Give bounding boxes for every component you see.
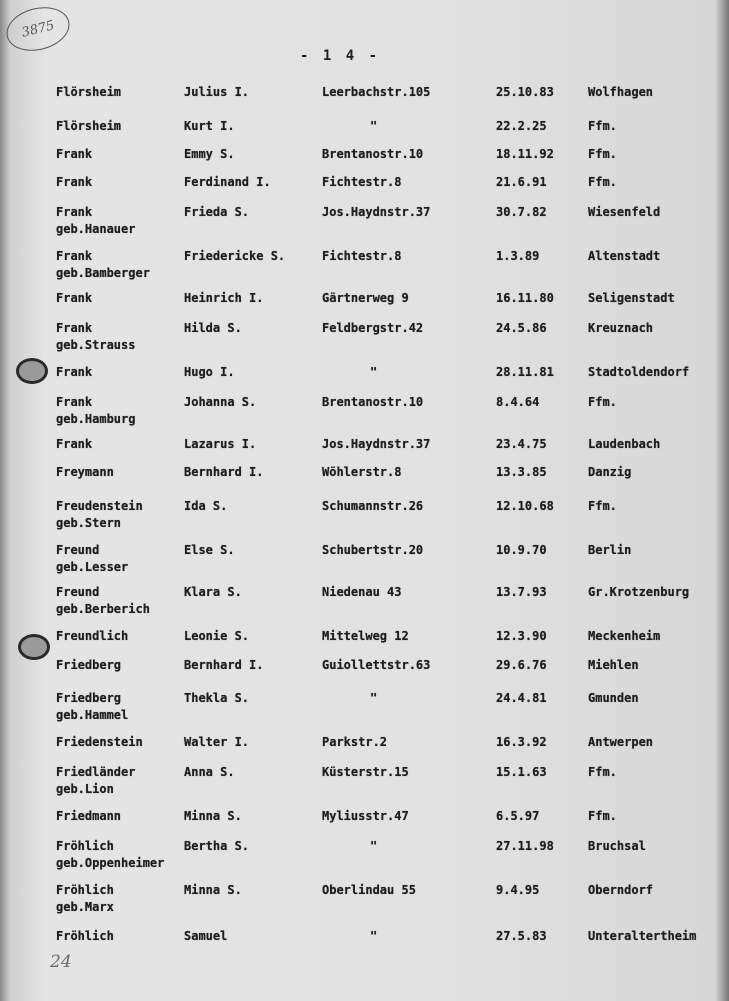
- birth-place: Laudenbach: [588, 437, 661, 451]
- street-address: Schumannstr.26: [322, 499, 424, 513]
- surname: Friedberg: [56, 658, 122, 672]
- surname-cell: [56, 764, 135, 798]
- list-item: [0, 584, 729, 624]
- surname: Frank: [56, 147, 93, 161]
- surname-cell: [56, 808, 121, 825]
- first-name: Klara S.: [184, 585, 242, 599]
- birth-date: 16.11.80: [496, 291, 554, 305]
- street-address: Myliusstr.47: [322, 809, 409, 823]
- surname: Frank: [56, 205, 93, 219]
- surname: Flörsheim: [56, 85, 122, 99]
- maiden-name: geb.Hamburg: [56, 412, 136, 426]
- street-address: Oberlindau 55: [322, 883, 416, 897]
- birth-date: 25.10.83: [496, 85, 554, 99]
- surname: Freundlich: [56, 629, 129, 643]
- street-address: Küsterstr.15: [322, 765, 409, 779]
- birth-place: Antwerpen: [588, 735, 654, 749]
- list-item: [0, 838, 729, 878]
- first-name: Walter I.: [184, 735, 250, 749]
- list-item: [0, 320, 729, 360]
- surname-cell: [56, 690, 128, 724]
- surname: Frank: [56, 395, 93, 409]
- first-name: Leonie S.: [184, 629, 250, 643]
- birth-date: 8.4.64: [496, 395, 540, 409]
- list-item: [0, 542, 729, 582]
- street-address: Mittelweg 12: [322, 629, 409, 643]
- maiden-name: geb.Oppenheimer: [56, 856, 165, 870]
- street-address: Gärtnerweg 9: [322, 291, 409, 305]
- birth-date: 16.3.92: [496, 735, 547, 749]
- archive-stamp: [2, 1, 74, 57]
- birth-place: Ffm.: [588, 147, 617, 161]
- surname: Friedmann: [56, 809, 122, 823]
- street-address: Fichtestr.8: [322, 249, 402, 263]
- birth-place: Danzig: [588, 465, 632, 479]
- birth-date: 9.4.95: [496, 883, 540, 897]
- birth-date: 12.3.90: [496, 629, 547, 643]
- street-address: ": [370, 119, 378, 133]
- birth-date: 13.7.93: [496, 585, 547, 599]
- maiden-name: geb.Berberich: [56, 602, 150, 616]
- birth-place: Wolfhagen: [588, 85, 654, 99]
- surname-cell: [56, 248, 150, 282]
- surname-cell: [56, 928, 114, 945]
- birth-date: 29.6.76: [496, 658, 547, 672]
- street-address: Feldbergstr.42: [322, 321, 424, 335]
- maiden-name: geb.Hammel: [56, 708, 129, 722]
- first-name: Kurt I.: [184, 119, 235, 133]
- birth-date: 13.3.85: [496, 465, 547, 479]
- surname: Frank: [56, 175, 93, 189]
- street-address: ": [370, 839, 378, 853]
- surname: Frank: [56, 249, 93, 263]
- maiden-name: geb.Stern: [56, 516, 122, 530]
- street-address: Schubertstr.20: [322, 543, 424, 557]
- surname: Friedländer: [56, 765, 136, 779]
- street-address: ": [370, 691, 378, 705]
- birth-date: 12.10.68: [496, 499, 554, 513]
- page-number: - 1 4 -: [300, 48, 381, 64]
- surname: Friedberg: [56, 691, 122, 705]
- surname-cell: [56, 118, 121, 135]
- birth-place: Bruchsal: [588, 839, 646, 853]
- birth-place: Berlin: [588, 543, 632, 557]
- birth-date: 24.4.81: [496, 691, 547, 705]
- street-address: ": [370, 929, 378, 943]
- birth-place: Gr.Krotzenburg: [588, 585, 690, 599]
- street-address: Fichtestr.8: [322, 175, 402, 189]
- first-name: Minna S.: [184, 883, 242, 897]
- birth-place: Stadtoldendorf: [588, 365, 690, 379]
- surname: Frank: [56, 291, 93, 305]
- surname-cell: [56, 394, 135, 428]
- first-name: Frieda S.: [184, 205, 250, 219]
- street-address: ": [370, 365, 378, 379]
- list-item: [0, 764, 729, 804]
- surname: Fröhlich: [56, 929, 114, 943]
- surname-cell: [56, 882, 114, 916]
- handwritten-note: 24: [50, 952, 72, 972]
- first-name: Samuel: [184, 929, 228, 943]
- list-item: [0, 882, 729, 922]
- surname-cell: [56, 838, 164, 872]
- surname-cell: [56, 628, 128, 645]
- street-address: Brentanostr.10: [322, 395, 424, 409]
- surname-cell: [56, 146, 92, 163]
- birth-date: 6.5.97: [496, 809, 540, 823]
- surname: Fröhlich: [56, 839, 114, 853]
- first-name: Bertha S.: [184, 839, 250, 853]
- surname: Freymann: [56, 465, 114, 479]
- birth-date: 15.1.63: [496, 765, 547, 779]
- birth-date: 28.11.81: [496, 365, 554, 379]
- birth-place: Kreuznach: [588, 321, 654, 335]
- surname-cell: [56, 364, 92, 381]
- surname-cell: [56, 584, 150, 618]
- surname: Freudenstein: [56, 499, 143, 513]
- first-name: Ferdinand I.: [184, 175, 271, 189]
- first-name: Minna S.: [184, 809, 242, 823]
- birth-date: 21.6.91: [496, 175, 547, 189]
- surname-cell: [56, 436, 92, 453]
- surname: Friedenstein: [56, 735, 143, 749]
- birth-place: Wiesenfeld: [588, 205, 661, 219]
- birth-place: Ffm.: [588, 765, 617, 779]
- street-address: Leerbachstr.105: [322, 85, 431, 99]
- surname: Freund: [56, 543, 100, 557]
- surname-cell: [56, 320, 135, 354]
- first-name: Emmy S.: [184, 147, 235, 161]
- street-address: Guiollettstr.63: [322, 658, 431, 672]
- maiden-name: geb.Strauss: [56, 338, 136, 352]
- surname-cell: [56, 498, 143, 532]
- first-name: Heinrich I.: [184, 291, 264, 305]
- first-name: Bernhard I.: [184, 658, 264, 672]
- birth-date: 27.11.98: [496, 839, 554, 853]
- street-address: Jos.Haydnstr.37: [322, 437, 431, 451]
- maiden-name: geb.Hanauer: [56, 222, 136, 236]
- surname-cell: [56, 657, 121, 674]
- surname-cell: [56, 542, 128, 576]
- street-address: Wöhlerstr.8: [322, 465, 402, 479]
- birth-place: Ffm.: [588, 499, 617, 513]
- first-name: Ida S.: [184, 499, 228, 513]
- birth-place: Miehlen: [588, 658, 639, 672]
- surname-cell: [56, 290, 92, 307]
- surname: Fröhlich: [56, 883, 114, 897]
- surname: Flörsheim: [56, 119, 122, 133]
- surname: Frank: [56, 437, 93, 451]
- surname: Frank: [56, 365, 93, 379]
- birth-place: Ffm.: [588, 809, 617, 823]
- birth-date: 22.2.25: [496, 119, 547, 133]
- surname-cell: [56, 464, 114, 481]
- surname-cell: [56, 734, 143, 751]
- archive-stamp-number: 3875: [20, 17, 56, 41]
- first-name: Friedericke S.: [184, 249, 286, 263]
- birth-place: Ffm.: [588, 119, 617, 133]
- birth-date: 1.3.89: [496, 249, 540, 263]
- surname: Freund: [56, 585, 100, 599]
- surname-cell: [56, 204, 135, 238]
- birth-date: 10.9.70: [496, 543, 547, 557]
- maiden-name: geb.Lion: [56, 782, 114, 796]
- list-item: [0, 690, 729, 730]
- list-item: [0, 394, 729, 434]
- surname: Frank: [56, 321, 93, 335]
- list-item: [0, 204, 729, 244]
- surname-cell: [56, 84, 121, 101]
- birth-date: 27.5.83: [496, 929, 547, 943]
- birth-date: 23.4.75: [496, 437, 547, 451]
- birth-place: Meckenheim: [588, 629, 661, 643]
- birth-place: Gmunden: [588, 691, 639, 705]
- street-address: Brentanostr.10: [322, 147, 424, 161]
- list-item: [0, 928, 729, 968]
- first-name: Else S.: [184, 543, 235, 557]
- birth-place: Ffm.: [588, 175, 617, 189]
- birth-date: 18.11.92: [496, 147, 554, 161]
- first-name: Hilda S.: [184, 321, 242, 335]
- birth-date: 30.7.82: [496, 205, 547, 219]
- first-name: Hugo I.: [184, 365, 235, 379]
- first-name: Lazarus I.: [184, 437, 257, 451]
- birth-place: Altenstadt: [588, 249, 661, 263]
- list-item: [0, 498, 729, 538]
- street-address: Niedenau 43: [322, 585, 402, 599]
- first-name: Anna S.: [184, 765, 235, 779]
- first-name: Johanna S.: [184, 395, 257, 409]
- street-address: Parkstr.2: [322, 735, 388, 749]
- birth-place: Ffm.: [588, 395, 617, 409]
- birth-place: Seligenstadt: [588, 291, 675, 305]
- first-name: Bernhard I.: [184, 465, 264, 479]
- birth-place: Unteraltertheim: [588, 929, 697, 943]
- street-address: Jos.Haydnstr.37: [322, 205, 431, 219]
- surname-cell: [56, 174, 92, 191]
- list-item: [0, 248, 729, 288]
- first-name: Julius I.: [184, 85, 250, 99]
- birth-date: 24.5.86: [496, 321, 547, 335]
- first-name: Thekla S.: [184, 691, 250, 705]
- maiden-name: geb.Lesser: [56, 560, 129, 574]
- birth-place: Oberndorf: [588, 883, 654, 897]
- maiden-name: geb.Bamberger: [56, 266, 150, 280]
- maiden-name: geb.Marx: [56, 900, 114, 914]
